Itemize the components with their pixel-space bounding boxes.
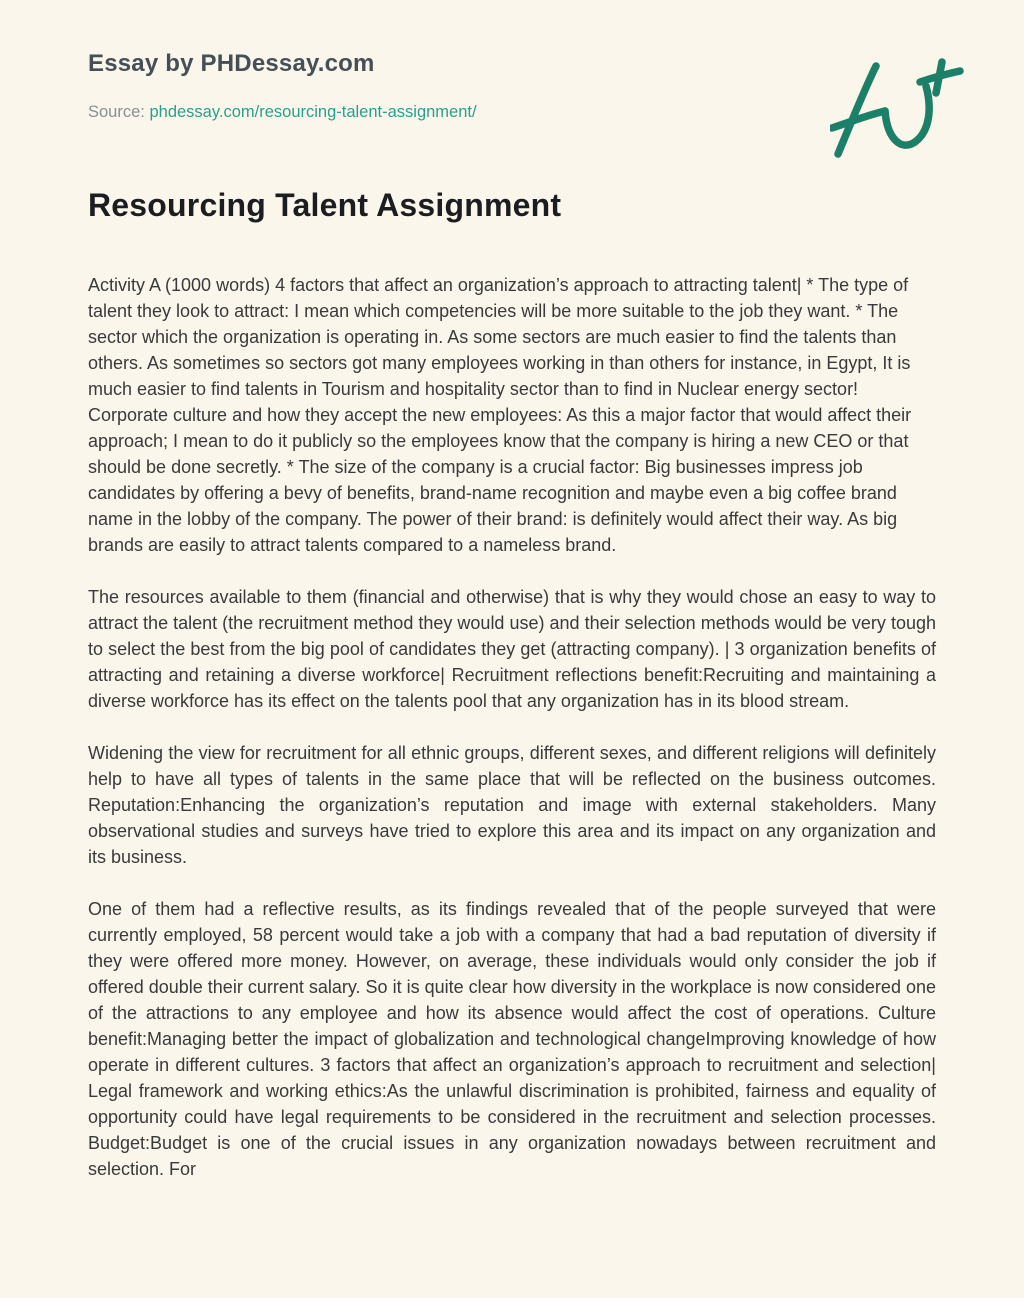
source-link[interactable]: phdessay.com/resourcing-talent-assignment/ bbox=[149, 103, 477, 121]
phdessay-a-plus-logo bbox=[830, 58, 964, 166]
source-label: Source: bbox=[88, 103, 145, 121]
essay-title: Resourcing Talent Assignment bbox=[88, 187, 562, 223]
header-title: Essay by PHDessay.com bbox=[88, 50, 375, 77]
essay-paragraph-1: Activity A (1000 words) 4 factors that affect an organization’s approach to attracting talent| * The type of talent they look to attract: I mean which competencies will be more suitable to the job they want. * The sector which the organization is operating in. As some sectors are much easier to find the talents than others. As sometimes so sectors got many employees working in than others for instance, in Egypt, It is much easier to find talents in Tourism and hospitality sector than to find in Nuclear energy sector! Corporate culture and how they accept the new employees: As this a major factor that would affect their approach; I mean to do it publicly so the employees know that the company is hiring a new CEO or that should be done secretly. * The size of the company is a crucial factor: Big businesses impress job candidates by offering a bevy of benefits, brand-name recognition and maybe even a big coffee brand name in the lobby of the company. The power of their brand: is definitely would affect their way. As big brands are easily to attract talents compared to a nameless brand. bbox=[88, 275, 912, 555]
essay-paragraph-3: Widening the view for recruitment for all ethnic groups, different sexes, and different religions will definitely help to have all types of talents in the same place that will be reflected on the business outcomes. Reputation:Enhancing the organization’s reputation and image with external stakeholders. Many observational studies and surveys have tried to explore this area and its impact on any organization and its business. bbox=[88, 743, 936, 867]
essay-paragraph-2: The resources available to them (financial and otherwise) that is why they would chose an easy to way to attract the talent (the recruitment method they would use) and their selection methods would be very tough to select the best from the big pool of candidates they get (attracting company). | 3 organization benefits of attracting and retaining a diverse workforce| Recruitment reflections benefit:Recruiting and maintaining a diverse workforce has its effect on the talents pool that any organization has in its blood stream. bbox=[88, 587, 936, 711]
source-line bbox=[88, 103, 936, 122]
document-header bbox=[88, 0, 936, 122]
a-plus-icon bbox=[830, 58, 964, 166]
essay-paragraph-4: One of them had a reflective results, as its findings revealed that of the people surveyed that were currently employed, 58 percent would take a job with a company that had a bad reputation of diversity if they were offered more money. However, on average, these individuals would only consider the job if offered double their current salary. So it is quite clear how diversity in the workplace is now considered one of the attractions to any employee and how its absence would affect the cost of operations. Culture benefit:Managing better the impact of globalization and technological changeImproving knowledge of how operate in different cultures. 3 factors that affect an organization’s approach to recruitment and selection| Legal framework and working ethics:As the unlawful discrimination is prohibited, fairness and equality of opportunity could have legal requirements to be considered in the recruitment and selection processes. Budget:Budget is one of the crucial issues in any organization nowadays between recruitment and selection. For bbox=[88, 899, 936, 1179]
essay-content bbox=[88, 186, 936, 1182]
